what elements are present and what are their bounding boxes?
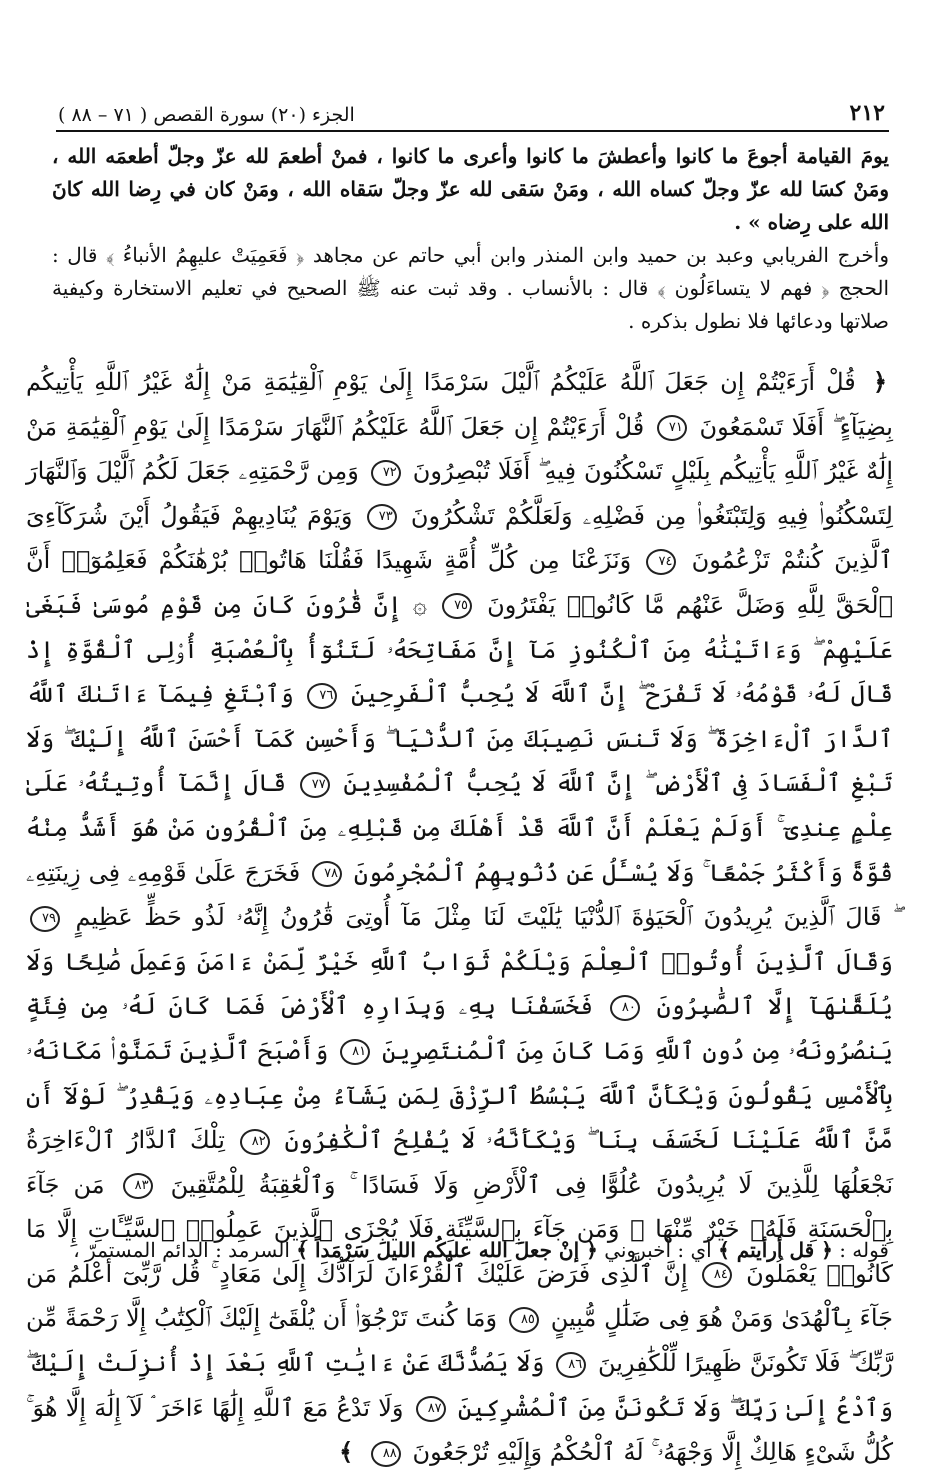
ayah-number-marker: ٧٦ [307, 683, 337, 709]
verse-text: وَأَصْبَحَ ٱلَّذِينَ تَمَنَّوْا۟ مَكَانَهُۥ بِٱلْأَمْسِ يَقُولُونَ وَيْكَأَنَّ ٱللَّهَ يَبْسُطُ ٱلرِّزْقَ لِمَن يَشَآءُ مِنْ عِبَادِهِۦ وَيَقْدِرُ ۖ لَوْلَآ أَن مَّنَّ ٱللَّهُ عَلَيْنَا لَخَسَفَ بِنَا ۖ وَيْكَأَنَّهُۥ لَا يُفْلِحُ ٱلْكَٰفِرُونَ [26, 1036, 893, 1155]
ayah-number-marker: ٨٨ [371, 1441, 401, 1467]
closing-ornamental-bracket: ﴾ [339, 1437, 354, 1467]
ayah-number-marker: ٨٤ [702, 1262, 732, 1288]
footer-mid: أي : أخبروني [604, 1238, 712, 1262]
verse-text: وَٱبْتَغِ فِيمَآ ءَاتَىٰكَ ٱللَّهُ ٱلدَّارَ ٱلْءَاخِرَةَ ۖ وَلَا تَنسَ نَصِيبَكَ مِنَ ٱلدُّنْيَا ۖ وَأَحْسِن كَمَآ أَحْسَنَ ٱللَّهُ إِلَيْكَ ۖ وَلَا تَبْغِ ٱلْفَسَادَ فِى ٱلْأَرْضِ ۖ إِنَّ ٱللَّهَ لَا يُحِبُّ ٱلْمُفْسِدِينَ [26, 680, 893, 798]
ayah-number-marker: ٨٢ [240, 1129, 270, 1155]
footer-tail: السرمد : الدائم المستمرّ ، [73, 1238, 290, 1262]
ayah-number-marker: ٧٢ [371, 460, 401, 486]
verse-text: قُلْ أَرَءَيْتُمْ إِن جَعَلَ ٱللَّهُ عَلَيْكُمُ ٱلنَّهَارَ سَرْمَدًا إِلَىٰ يَوْمِ ٱلْقِيَٰمَةِ مَنْ إِلَٰهٌ غَيْرُ ٱللَّهِ يَأْتِيكُم بِلَيْلٍ تَسْكُنُونَ فِيهِ ۖ أَفَلَا تُبْصِرُونَ [26, 412, 893, 486]
verse-text: مَن جَآءَ بِٱلْحَسَنَةِ فَلَهُۥ خَيْرٌ مِّنْهَا ۖ وَمَن جَآءَ بِٱلسَّيِّئَةِ فَلَا يُجْزَى ٱلَّذِينَ عَمِلُوا۟ ٱلسَّيِّـَٔاتِ إِلَّا مَا كَانُوا۟ يَعْمَلُونَ [26, 1170, 893, 1288]
verse-text: وَنَزَعْنَا مِن كُلِّ أُمَّةٍ شَهِيدًا فَقُلْنَا هَاتُوا۟ بُرْهَٰنَكُمْ فَعَلِمُوٓا۟ أَنَّ ٱلْحَقَّ لِلَّهِ وَضَلَّ عَنْهُم مَّا كَانُوا۟ يَفْتَرُونَ [26, 546, 893, 619]
verse-text: فَخَرَجَ عَلَىٰ قَوْمِهِۦ فِى زِينَتِهِۦ ۖ قَالَ ٱلَّذِينَ يُرِيدُونَ ٱلْحَيَوٰةَ ٱلدُّنْيَا يَٰلَيْتَ لَنَا مِثْلَ مَآ أُوتِىَ قَٰرُونُ إِنَّهُۥ لَذُو حَظٍّ عَظِيمٍ [26, 858, 893, 932]
commentary-block [52, 140, 889, 338]
running-title: الجزء (٢٠) سورة القصص ( ٧١ – ٨٨ ) [58, 104, 355, 126]
verse-text: قُلْ أَرَءَيْتُمْ إِن جَعَلَ ٱللَّهُ عَلَيْكُمُ ٱلَّيْلَ سَرْمَدًا إِلَىٰ يَوْمِ ٱلْقِيَٰمَةِ مَنْ إِلَٰهٌ غَيْرُ ٱللَّهِ يَأْتِيكُم بِضِيَآءٍ ۖ أَفَلَا تَسْمَعُونَ [26, 368, 893, 441]
commentary-paragraph-1: يومَ القيامة أجوعَ ما كانوا وأعطشَ ما كانوا وأعرى ما كانوا ، فمنْ أطعمَ لله عزّ وجلّ أطعمَه الله ، ومَنْ كسَا لله عزّ وجلّ كساه الله ، ومَنْ سَقى لله عزّ وجلّ سَقاه الله ، ومَنْ كان في رِضا الله كانَ الله على رِضاه » . [52, 144, 889, 234]
verse-text: فَخَسَفْنَا بِهِۦ وَبِدَارِهِ ٱلْأَرْضَ فَمَا كَانَ لَهُۥ مِن فِئَةٍ يَنصُرُونَهُۥ مِن دُونِ ٱللَّهِ وَمَا كَانَ مِنَ ٱلْمُنتَصِرِينَ [26, 992, 893, 1065]
quran-text-block [26, 360, 893, 1475]
verse-text: وَلَا يَصُدُّنَّكَ عَنْ ءَايَٰتِ ٱللَّهِ بَعْدَ إِذْ أُنزِلَتْ إِلَيْكَ ۖ وَٱدْعُ إِلَىٰ رَبِّكَ ۖ وَلَا تَكُونَنَّ مِنَ ٱلْمُشْرِكِينَ [26, 1349, 894, 1422]
ayah-number-marker: ٧٩ [30, 906, 60, 932]
footer-phrase-2: ﴿ إنْ جعلَ الله عليكُم الليلَ سَرْمَداً ﴾ [296, 1238, 598, 1262]
verse-text: ۞ إِنَّ قَٰرُونَ كَانَ مِن قَوْمِ مُوسَىٰ فَبَغَىٰ عَلَيْهِمْ ۖ وَءَاتَيْنَٰهُ مِنَ ٱلْكُنُوزِ مَآ إِنَّ مَفَاتِحَهُۥ لَتَنُوٓأُ بِٱلْعُصْبَةِ أُو۟لِى ٱلْقُوَّةِ إِذْ قَالَ لَهُۥ قَوْمُهُۥ لَا تَفْرَحْ ۖ إِنَّ ٱللَّهَ لَا يُحِبُّ ٱلْفَرِحِينَ [26, 590, 893, 709]
page-header [58, 92, 885, 126]
header-divider [56, 130, 889, 132]
opening-ornamental-bracket: ﴿ [872, 367, 887, 396]
footer-phrase-1: ﴿ قل أرأيتم ﴾ [718, 1238, 833, 1262]
ayah-number-marker: ٨٧ [416, 1396, 446, 1422]
footer-commentary [40, 1232, 889, 1268]
verse-text: وَقَالَ ٱلَّذِينَ أُوتُوا۟ ٱلْعِلْمَ وَيْلَكُمْ ثَوَابُ ٱللَّهِ خَيْرٌ لِّمَنْ ءَامَنَ وَعَمِلَ صَٰلِحًا وَلَا يُلَقَّىٰهَآ إِلَّا ٱلصَّٰبِرُونَ [26, 947, 893, 1021]
ayah-number-marker: ٨٦ [556, 1352, 586, 1378]
ayah-number-marker: ٨٣ [123, 1173, 153, 1199]
page-number: ٢١٢ [849, 100, 885, 126]
ayah-number-marker: ٨١ [340, 1039, 370, 1065]
ayah-number-marker: ٧٣ [367, 504, 397, 530]
ayah-number-marker: ٧٧ [300, 772, 330, 798]
verse-text: إِنَّ ٱلَّذِى فَرَضَ عَلَيْكَ ٱلْقُرْءَانَ لَرَآدُّكَ إِلَىٰ مَعَادٍ ۚ قُل رَّبِّىٓ أَعْلَمُ مَن جَآءَ بِٱلْهُدَىٰ وَمَنْ هُوَ فِى ضَلَٰلٍ مُّبِينٍ [26, 1259, 893, 1333]
verse-text: وَلَا تَدْعُ مَعَ ٱللَّهِ إِلَٰهًا ءَاخَرَ ۘ لَآ إِلَٰهَ إِلَّا هُوَ ۚ كُلُّ شَىْءٍ هَالِكٌ إِلَّا وَجْهَهُۥ ۚ لَهُ ٱلْحُكْمُ وَإِلَيْهِ تُرْجَعُونَ [26, 1393, 893, 1467]
verse-text: وَيَوْمَ يُنَادِيهِمْ فَيَقُولُ أَيْنَ شُرَكَآءِىَ ٱلَّذِينَ كُنتُمْ تَزْعُمُونَ [26, 501, 893, 575]
ayah-number-marker: ٧١ [657, 415, 687, 441]
ayah-number-marker: ٧٥ [442, 593, 472, 619]
ayah-number-marker: ٨٥ [509, 1307, 539, 1333]
verse-text: قَالَ إِنَّمَآ أُوتِيتُهُۥ عَلَىٰ عِلْمٍ عِندِىٓ ۚ أَوَلَمْ يَعْلَمْ أَنَّ ٱللَّهَ قَدْ أَهْلَكَ مِن قَبْلِهِۦ مِنَ ٱلْقُرُونِ مَنْ هُوَ أَشَدُّ مِنْهُ قُوَّةً وَأَكْثَرُ جَمْعًا ۚ وَلَا يُسْـَٔلُ عَن ذُنُوبِهِمُ ٱلْمُجْرِمُونَ [26, 769, 893, 887]
verse-text: تِلْكَ ٱلدَّارُ ٱلْءَاخِرَةُ نَجْعَلُهَا لِلَّذِينَ لَا يُرِيدُونَ عُلُوًّا فِى ٱلْأَرْضِ وَلَا فَسَادًا ۚ وَٱلْعَٰقِبَةُ لِلْمُتَّقِينَ [26, 1126, 894, 1199]
ayah-number-marker: ٨٠ [610, 995, 640, 1021]
ayah-number-marker: ٧٤ [646, 549, 676, 575]
ayah-number-marker: ٧٨ [312, 861, 342, 887]
verse-text: وَمِن رَّحْمَتِهِۦ جَعَلَ لَكُمُ ٱلَّيْلَ وَٱلنَّهَارَ لِتَسْكُنُوا۟ فِيهِ وَلِتَبْتَغُوا۟ مِن فَضْلِهِۦ وَلَعَلَّكُمْ تَشْكُرُونَ [26, 457, 893, 530]
verse-text: وَمَا كُنتَ تَرْجُوٓا۟ أَن يُلْقَىٰٓ إِلَيْكَ ٱلْكِتَٰبُ إِلَّا رَحْمَةً مِّن رَّبِّكَ ۖ فَلَا تَكُونَنَّ ظَهِيرًا لِّلْكَٰفِرِينَ [26, 1304, 893, 1378]
commentary-paragraph-2: وأخرج الفريابي وعبد بن حميد وابن المنذر وابن أبي حاتم عن مجاهد ﴿ فَعَمِيَتْ عليهِمُ الأنباءُ ﴾ قال : الحجج ﴿ فهم لا يتساءَلُون ﴾ قال : بالأنساب . وقد ثبت عنه ﷺ الصحيح في تعليم الاستخارة وكيفية صلاتها ودعائها فلا نطول بذكره . [52, 243, 889, 333]
footer-lead: قوله : [839, 1238, 889, 1262]
